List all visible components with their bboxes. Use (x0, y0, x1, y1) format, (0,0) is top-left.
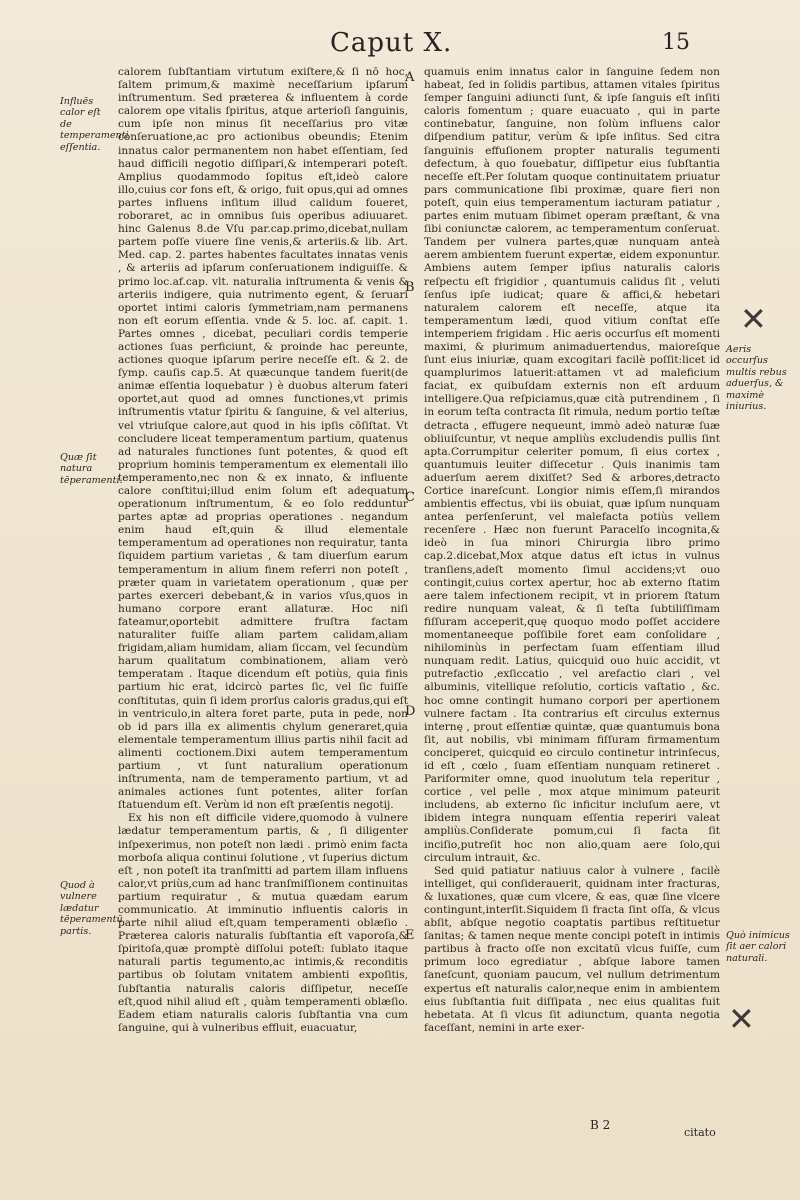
margin-note-natura-temperamenti: Quæ ſit natura tēperamenti. (60, 452, 123, 486)
section-letter-c: C (405, 490, 415, 505)
right-paragraph-2: Sed quid patiatur natiuus calor à vulnere , facilè intelliget, qui conſiderauerit, quidnam inter fracturas, & luxationes, quæ cum vlcere, & eas, quæ ſine vlcere contingunt,interſit.Siquidem ſi fracta ſint oſſa, & vlcus abſit, abſque negotio coaptatis partibus reſtituetur ſanitas; & tamen neque mente concipi poteſt in intimis partibus à fracto oſſe non excitatū vlcus fuiſſe, cum primum loco egrediatur , abſque labore tamen ſaneſcunt, quoniam paucum, vel nullum detrimentum expertus eſt naturalis calor,neque enim in ambientem eius ſubſtantia fuit diſſipata , nec eius qualitas fuit hebetata. At ſi vlcus ſit adiunctum, quanta negotia faceſſant, nemini in arte exer- (424, 864, 720, 1034)
section-letter-e: E (405, 928, 415, 943)
left-paragraph-1: calorem ſubſtantiam virtutum exiſtere,& ſi nō hoc, ſaltem primum,& maximè neceſſarium ipſarum inſtrumentum. Sed præterea & influentem à corde calorem ope vitalis ſpiritus, atque arterioſi ſanguinis, cum ipſe non minus ſit neceſſarius pro vitæ conſeruatione,ac pro actionibus obeundis; Etenim innatus calor permanentem non habet eſſentiam, ſed haud difficili negotio diſſipari,& intemperari poteſt. Amplius quodammodo ſopitus eſt,ideò calore illo,cuius cor fons eſt, & origo, fuit opus,qui ad omnes partes influens inſitum illud calidum foueret, roboraret, ac in omnibus ſuis operibus adiuuaret. hinc Galenus 8.de Vſu par.cap.primo,dicebat,nullam partem poſſe viuere ſine venis,& arteriis.& lib. Art. Med. cap. 2. partes habentes facultates innatas venis , & arteriis ad ipſarum conſeruationem indiguiſſe. & primo loc.af.cap. vlt. naturalia inſtrumenta & venis & arteriis indigere, quia nutrimento egent, & ſeruari oportet intimi caloris ſymmetriam,nam permanens non eſt eorum eſſentia. vnde & 5. loc. af. capit. 1. Partes omnes , dicebat, peculiari cordis temperie actiones ſuas perficiunt, & proinde hac pereunte, actiones quoque ipſarum perire neceſſe eſt. & 2. de ſymp. cauſis cap.5. At quæcunque tandem fuerit(de animæ eſſentia loquebatur ) è duobus alterum fateri oportet,aut quod ad omnes functiones,vt primis inſtrumentis vtatur ſpiritu & ſanguine, & vel alterius, vel vtriuſque calore,aut quod in his ipſis cōſiſtat. Vt concludere liceat temperamentum partium, quatenus ad naturales functiones ſunt potentes, & quod eſt proprium hominis temperamentum ex elementali illo temperamento,nec non & ex innato, & influente calore conſtitui;illud enim ſolum eſt adequatum operationum inſtrumentum, & eo ſolo redduntur partes aptæ ad proprias operationes . negandum enim haud eſt,quin & illud elementale temperamentum ad operationes non requiratur, tanta ſiquidem partium varietas , & tam diuerſum earum temperamentum in alium finem referri non poteſt , præter quam in varietatem operationum , quæ per partes exerceri debebant,& in varios vſus,quos in humano corpore erant allaturæ. Hoc niſi fateamur,oportebit admittere fruſtra factam naturaliter fuiſſe aliam partem calidam,aliam frigidam,aliam humidam, aliam ſiccam, vel ſecundùm harum qualitatum combinationem, aliam verò temperatam . Itaque dicendum eſt potiùs, quia finis partium hic erat, idcircò partes ſic, vel ſic fuiſſe conſtitutas, quin ſi idem prorſus caloris gradus,qui eſt in ventriculo,in altera foret parte, puta in pede, non ob id pars illa ex alimentis chylum generaret,quia elementale temperamentum illius partis nihil facit ad alimenti coctionem.Dixi autem temperamentum partium , vt ſunt naturalium operationum inſtrumenta, nam de temperamento partium, vt ad animales actiones ſunt potentes, aliter forſan ſtatuendum eſt. Verùm id non eſt præſentis negotij. (118, 66, 408, 812)
section-letter-a: A (405, 70, 415, 85)
signature-mark: B 2 (590, 1118, 611, 1132)
right-paragraph-1: quamuis enim innatus calor in ſanguine ſedem non habeat, ſed in ſolidis partibus, attamen vitales ſpiritus ſemper ſanguini adiuncti ſunt, & ipſe ſanguis eſt inſiti caloris fomentum ; quare euacuato , qui in parte continebatur, ſanguine, non ſolùm influens calor diſpendium patitur, verùm & ipſe inſitus. Sed citra ſanguinis effuſionem propter naturalis tegumenti defectum, à quo fouebatur, diſſipetur eius ſubſtantia neceſſe eſt.Per ſolutam quoque continuitatem priuatur pars communicatione ſibi proximæ, quare fieri non poteſt, quin eius temperamentum iacturam patiatur , partes enim mutuam ſibimet operam præſtant, & vna ſibi coniunctæ calorem, ac temperamentum conſeruat. Tandem per vulnera partes,quæ nunquam anteà aerem ambientem fuerunt expertæ, eidem exponuntur. Ambiens autem ſemper ipſius naturalis caloris reſpectu eſt frigidior , quantumuis calidus ſit , veluti ſenſus ipſe iudicat; quare & affici,& hebetari naturalem calorem eſt neceſſe, atque ita temperamentum lædi, quod vitium conſtat eſſe intemperiem frigidam . Hic aeris occurſus eſt momenti maximi, & plurimum animaduertendus, maioreſque ſunt eius iniuriæ, quam excogitari facilè poſſit:licet id quamplurimos latuerit:attamen vt ad maleficium faciat, ex quibuſdam externis non eſt arduum intelligere.Qua reſpiciamus,quæ cità putrendinem , ſi in eorum teſta contracta ſit rimula, nedum portio teſtæ detracta , effugere nequeunt, immò adeò naturæ ſuæ obliuiſcuntur, vt neque ampliùs excludendis pullis ſint apta.Corrumpitur celeriter pomum, ſi eius cortex , quantumuis leuiter diſſecetur . Quis inanimis tam aduerſum aerem dixiſſet? Sed & arbores,detracto Cortice inareſcunt. Longior nimis eſſem,ſi mirandos ambientis effectus, vbi iis obuiat, quæ ipſum nunquam antea perſenſerunt, vel malefacta potiùs vellem recenſere . Hæc non fuerunt Paracelſo incognita,& ideò in ſua minori Chirurgia libro primo cap.2.dicebat,Mox atque datus eſt ictus in vulnus tranſiens,adeſt momento ſimul accidens;vt ouo contingit,cuius cortex apertur, hoc ab externo ſtatim aere talem infectionem recipit, vt in priorem ſtatum redire nunquam valeat, & ſi teſta ſubtiliſſimam fiſſuram acceperit,quę quoquo modo poſſet accidere momentaneeque poſſibile foret eam conſolidare , nihilominùs in perfectam ſuam eſſentiam illud nunquam redit. Latius, quicquid ouo huic accidit, vt putrefactio ,exſiccatio , vel arefactio clari , vel albuminis, vitellique reſolutio, corticis vaſtatio , &c. hoc omne contingit humano corpori per apertionem vulnere factam . Ita contrarius eſt circulus externus internę , prout eſſentiæ quintæ, quæ quantumuis bona ſit, aut nobilis, vbi minimam fiſſuram firmamentum conciperet, quicquid eo circulo continetur intrinſecus, id eſt , cœlo , ſuam eſſentiam nunquam retineret . Pariformiter omne, quod inuolutum tela reperitur , cortice , vel pelle , mox atque minimum pateurit includens, ab externo ſic inficitur incluſum aere, vt ibidem integra nunquam eſſentia reperiri valeat ampliùs.Conſiderate pomum,cui ſi facta ſit inciſio,putreſit hoc non alio,quam aere ſolo,qui circulum intrauit, &c. (424, 66, 720, 864)
right-column (424, 66, 720, 1035)
section-letter-d: D (405, 704, 416, 719)
page-number: 15 (662, 30, 690, 55)
margin-note-vulnere-laedatur: Quod à vulnere lædatur tēperamentū partis. (60, 880, 123, 937)
left-column (118, 66, 408, 1035)
catchword: citato (684, 1126, 716, 1139)
margin-note-aeris-occursus: Aeris occurſus multis rebus aduerſus, & maximè iniurius. (726, 344, 787, 413)
handwritten-x-mark: ✕ (740, 300, 767, 338)
page-title: Caput X. (330, 28, 453, 58)
margin-note-inimicus-aer: Quò inimicus ſit aer calori naturali. (726, 930, 790, 964)
left-paragraph-2: Ex his non eſt difficile videre,quomodo à vulnere lædatur temperamentum partis, & , ſi diligenter inſpexerimus, non poteſt non lædi . primò enim facta morboſa aliqua continui ſolutione , vt ſuperius dictum eſt , non poteſt ita tranſmitti ad partem illam influens calor,vt priùs,cum ad hanc tranſmiſſionem continuitas partium requiratur , & mutua quædam earum communicatio. At imminutio influentis caloris in parte nihil aliud eſt,quam temperamenti oblæſio . Præterea caloris naturalis ſubſtantia eſt vaporoſa,& ſpiritoſa,quæ promptè diſſolui poteſt: ſublato itaque naturali partis tegumento,ac intimis,& reconditis partibus ob ſolutam vnitatem ambienti expoſitis, ſubſtantia naturalis caloris diſſipetur, neceſſe eſt,quod nihil aliud eſt , quàm temperamenti oblæſio. Eadem etiam naturalis caloris ſubſtantia vna cum ſanguine, qui à vulneribus effluit, euacuatur, (118, 812, 408, 1034)
margin-note-influens-calor: Influēs calor eſt de temperamenti eſſentia. (60, 96, 129, 153)
section-letter-b: B (405, 280, 415, 295)
handwritten-x-mark: ✕ (728, 1000, 755, 1038)
